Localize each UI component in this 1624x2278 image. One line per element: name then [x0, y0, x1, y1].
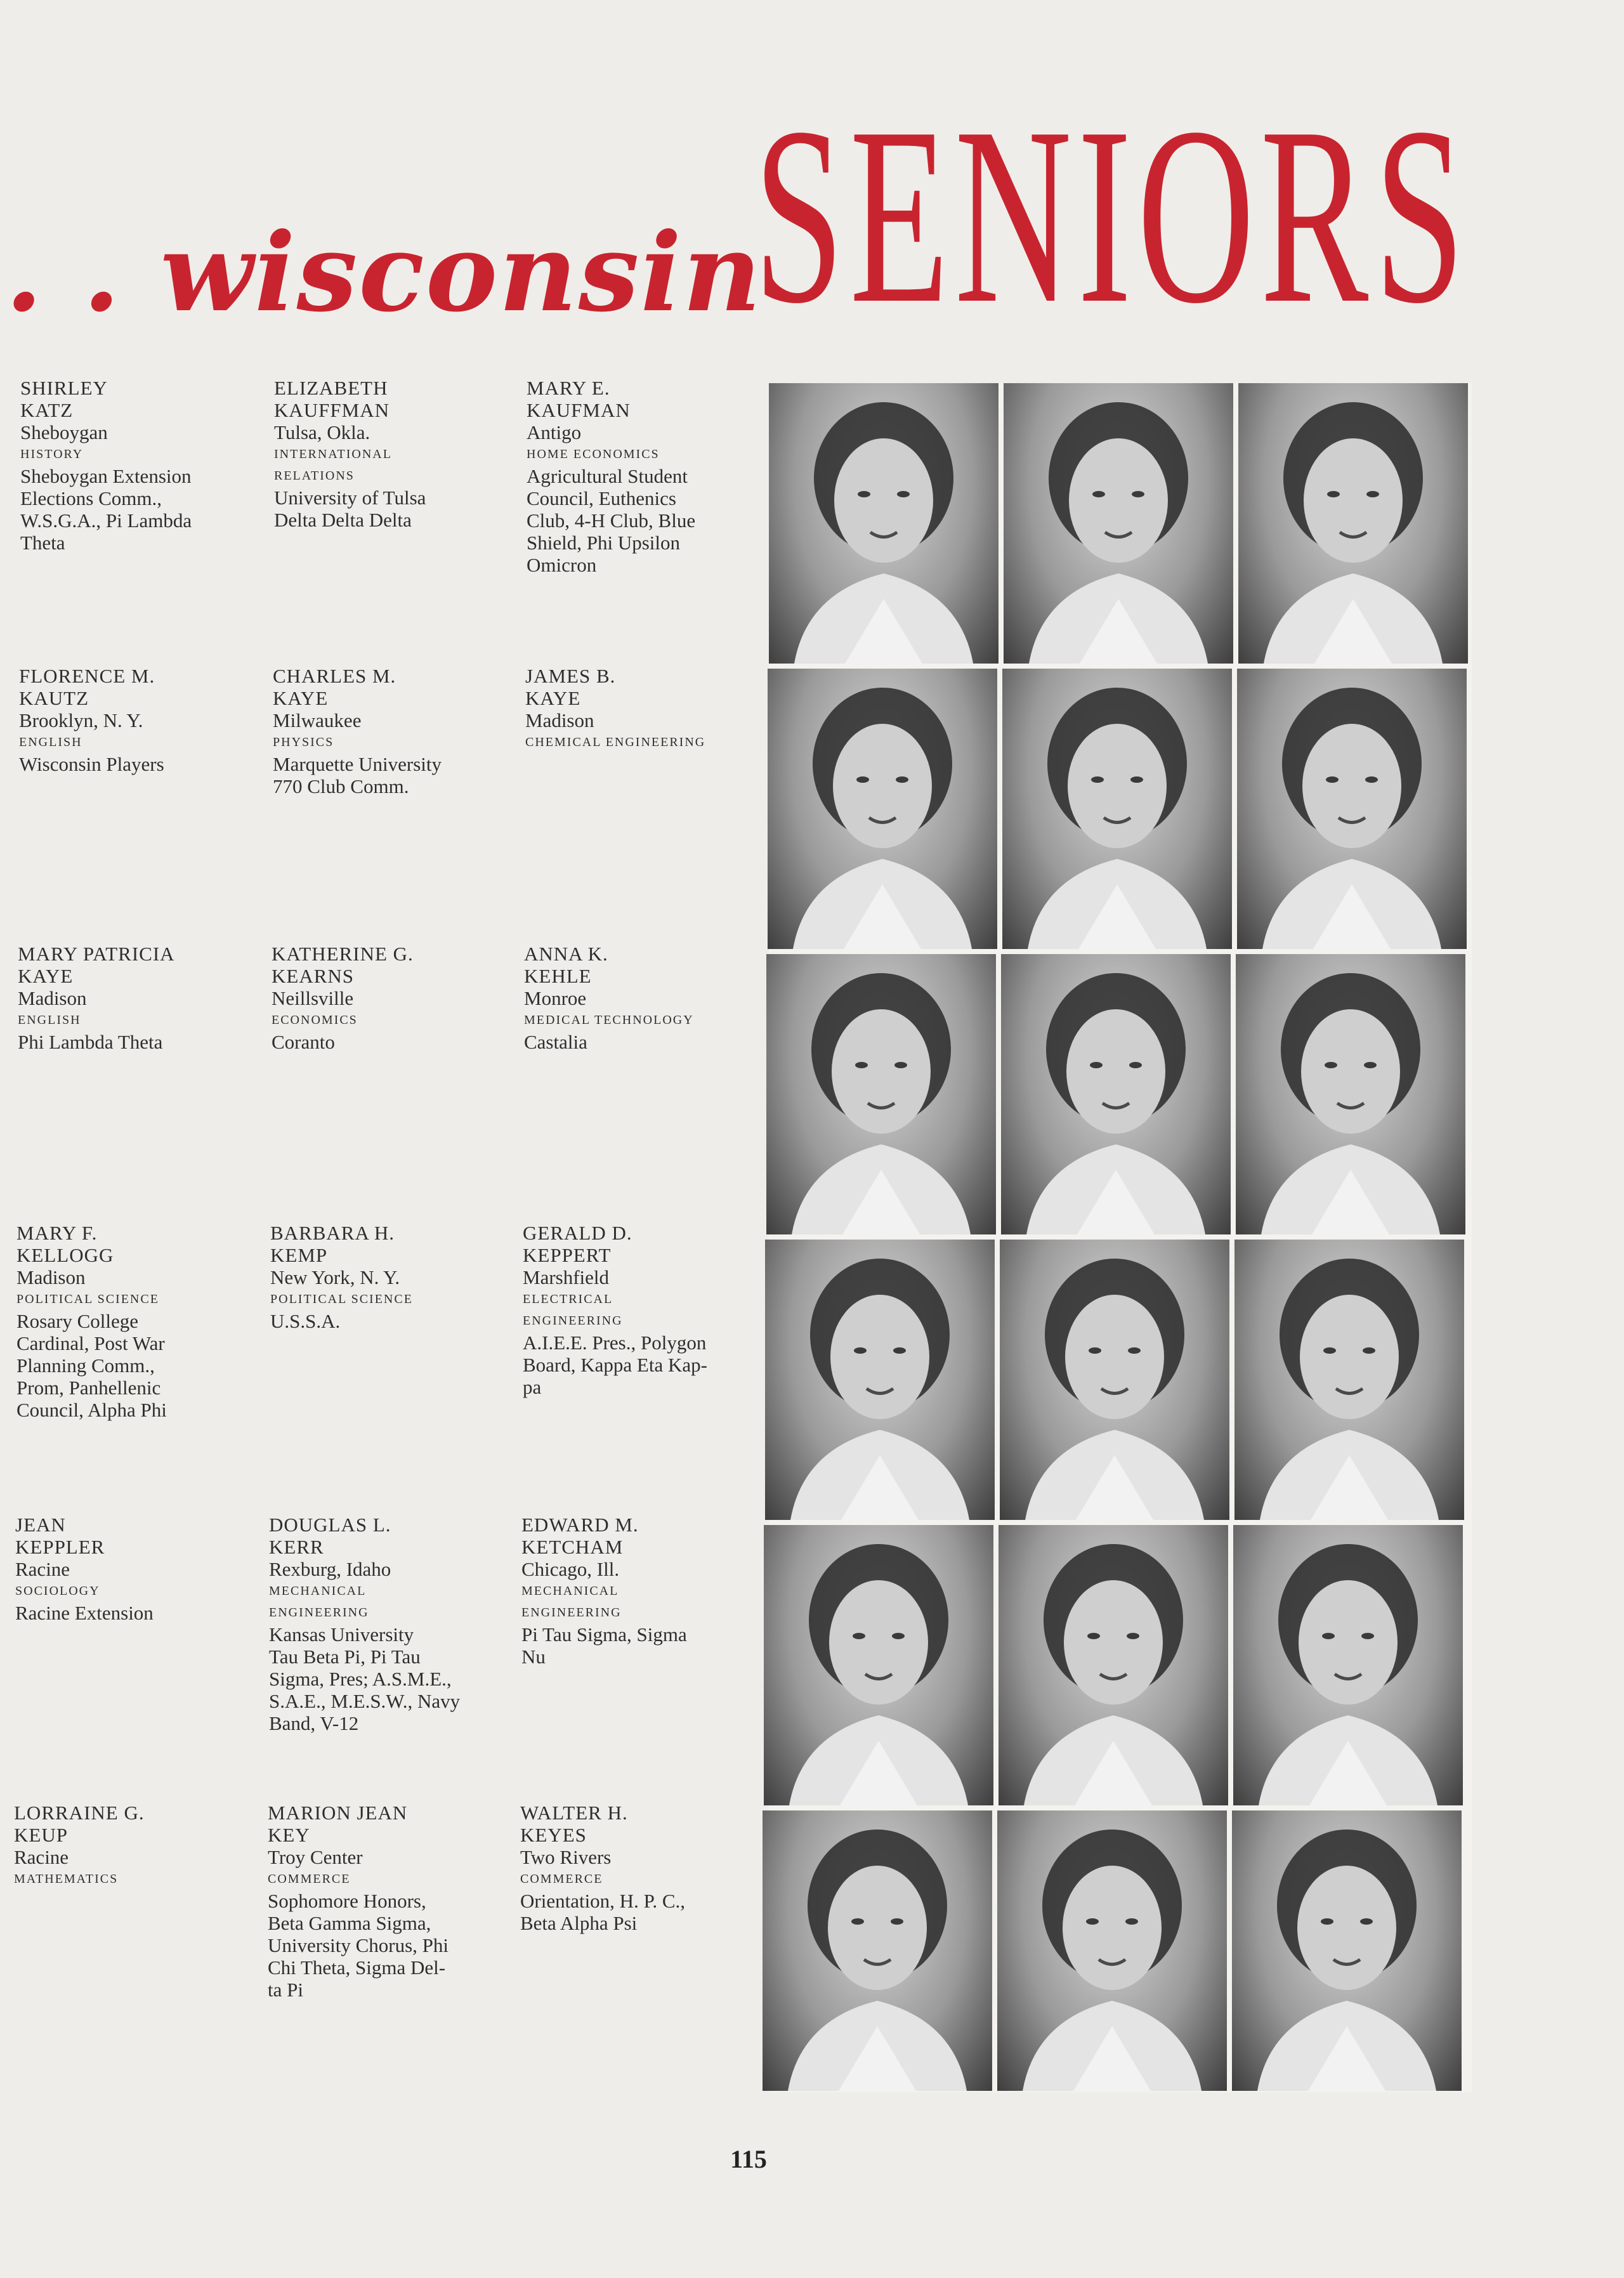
activities-line: University of Tulsa	[274, 487, 426, 509]
activities-line: Delta Delta Delta	[274, 509, 412, 531]
senior-name-line: JEAN	[15, 1514, 66, 1536]
senior-portrait	[1000, 1240, 1229, 1520]
activities-line: Beta Gamma Sigma,	[268, 1912, 431, 1934]
major-line: ENGLISH	[18, 1013, 81, 1027]
activities-line: S.A.E., M.E.S.W., Navy	[269, 1690, 461, 1712]
major-line: POLITICAL SCIENCE	[16, 1292, 159, 1306]
senior-name-line: KAYE	[18, 965, 74, 987]
senior-entry	[523, 1222, 732, 1398]
activities-line: Castalia	[524, 1031, 587, 1053]
major-line: SOCIOLOGY	[15, 1584, 100, 1598]
senior-name-line: EDWARD M.	[521, 1514, 639, 1536]
activities-line: 770 Club Comm.	[273, 775, 409, 797]
senior-name-line: KELLOGG	[16, 1244, 114, 1266]
senior-name-line: KEARNS	[272, 965, 355, 987]
activities-line: A.I.E.E. Pres., Polygon	[523, 1332, 707, 1354]
activities-line: Rosary College	[16, 1310, 138, 1332]
activities-line: Omicron	[527, 554, 597, 576]
activities-line: Agricultural Student	[527, 465, 688, 487]
senior-portrait	[999, 1525, 1228, 1805]
hometown: Neillsville	[272, 987, 354, 1009]
hometown: Antigo	[527, 421, 582, 443]
hometown: Madison	[18, 987, 87, 1009]
major-line: INTERNATIONAL	[274, 447, 392, 461]
senior-name-line: MARION JEAN	[268, 1802, 408, 1824]
activities-line: Phi Lambda Theta	[18, 1031, 163, 1053]
senior-name-line: FLORENCE M.	[19, 665, 155, 687]
hometown: Rexburg, Idaho	[269, 1558, 391, 1580]
activities-line: Council, Euthenics	[527, 487, 676, 509]
senior-name-line: MARY E.	[527, 377, 610, 399]
major-line: MATHEMATICS	[14, 1872, 119, 1886]
senior-name-line: KAUTZ	[19, 687, 89, 709]
activities-line: Coranto	[272, 1031, 335, 1053]
hometown: New York, N. Y.	[270, 1266, 400, 1288]
major-line: ECONOMICS	[272, 1013, 358, 1027]
activities-line: ta Pi	[268, 1979, 303, 2001]
activities-line: University Chorus, Phi	[268, 1934, 449, 1956]
senior-entry	[525, 665, 735, 753]
activities-line: Council, Alpha Phi	[16, 1399, 167, 1421]
senior-name-line: KAUFMAN	[527, 399, 631, 421]
senior-portrait	[763, 1810, 992, 2091]
activities-line: Wisconsin Players	[19, 753, 164, 775]
hometown: Sheboygan	[20, 421, 108, 443]
senior-portrait	[1233, 1525, 1463, 1805]
senior-entry	[14, 1802, 236, 1890]
activities-line: Kansas University	[269, 1623, 414, 1646]
major-line: PHYSICS	[273, 735, 334, 749]
hometown: Brooklyn, N. Y.	[19, 709, 143, 731]
senior-portrait	[1236, 954, 1465, 1234]
senior-name-line: KEMP	[270, 1244, 328, 1266]
senior-name-line: JAMES B.	[525, 665, 616, 687]
activities-line: Nu	[521, 1646, 546, 1668]
page-number: 115	[730, 2145, 767, 2173]
activities-line: Tau Beta Pi, Pi Tau	[269, 1646, 421, 1668]
seniors-title: SENIORS	[754, 75, 1470, 356]
senior-portrait	[764, 1525, 993, 1805]
senior-entry	[16, 1222, 239, 1421]
senior-name-line: KEY	[268, 1824, 310, 1846]
activities-line: Cardinal, Post War	[16, 1332, 165, 1354]
senior-name-line: KATZ	[20, 399, 74, 421]
major-line: MEDICAL TECHNOLOGY	[524, 1013, 694, 1027]
senior-name-line: KETCHAM	[521, 1536, 624, 1558]
senior-name-line: KEYES	[520, 1824, 587, 1846]
senior-portrait	[997, 1810, 1227, 2091]
major-line: RELATIONS	[274, 469, 355, 483]
hometown: Racine	[15, 1558, 70, 1580]
hometown: Marshfield	[523, 1266, 610, 1288]
senior-portrait	[1002, 669, 1232, 949]
activities-line: Orientation, H. P. C.,	[520, 1890, 686, 1912]
senior-name-line: KEHLE	[524, 965, 592, 987]
senior-entry	[269, 1514, 491, 1734]
activities-line: Chi Theta, Sigma Del-	[268, 1956, 446, 1979]
senior-name-line: LORRAINE G.	[14, 1802, 145, 1824]
major-line: HOME ECONOMICS	[527, 447, 660, 461]
senior-name-line: KEUP	[14, 1824, 68, 1846]
senior-name-line: WALTER H.	[520, 1802, 628, 1824]
hometown: Monroe	[524, 987, 587, 1009]
hometown: Milwaukee	[273, 709, 362, 731]
activities-line: Band, V-12	[269, 1712, 359, 1734]
hometown: Racine	[14, 1846, 69, 1868]
activities-line: Sigma, Pres; A.S.M.E.,	[269, 1668, 452, 1690]
senior-portrait	[1001, 954, 1231, 1234]
activities-line: pa	[523, 1376, 542, 1398]
senior-name-line: KEPPERT	[523, 1244, 612, 1266]
activities-line: Prom, Panhellenic	[16, 1377, 161, 1399]
senior-name-line: MARY F.	[16, 1222, 98, 1244]
senior-name-line: KAUFFMAN	[274, 399, 390, 421]
major-line: MECHANICAL	[269, 1584, 367, 1598]
major-line: ENGINEERING	[523, 1314, 623, 1328]
senior-name-line: ANNA K.	[524, 943, 608, 965]
activities-line: Shield, Phi Upsilon	[527, 532, 681, 554]
senior-entry	[521, 1514, 731, 1668]
senior-name-line: KATHERINE G.	[272, 943, 414, 965]
senior-entry	[18, 943, 240, 1053]
hometown: Two Rivers	[520, 1846, 612, 1868]
activities-line: Racine Extension	[15, 1602, 154, 1624]
senior-entry	[270, 1222, 492, 1332]
activities-line: W.S.G.A., Pi Lambda	[20, 509, 192, 532]
senior-portrait	[766, 954, 996, 1234]
senior-name-line: DOUGLAS L.	[269, 1514, 391, 1536]
major-line: POLITICAL SCIENCE	[270, 1292, 413, 1306]
major-line: ENGINEERING	[269, 1606, 369, 1620]
activities-line: Sheboygan Extension	[20, 465, 192, 487]
senior-name-line: ELIZABETH	[274, 377, 388, 399]
activities-line: Sophomore Honors,	[268, 1890, 426, 1912]
senior-portrait	[768, 669, 997, 949]
hometown: Madison	[16, 1266, 86, 1288]
senior-portrait	[1237, 669, 1467, 949]
senior-entry	[527, 377, 736, 576]
senior-entry	[20, 377, 242, 554]
activities-line: Theta	[20, 532, 65, 554]
wisconsin-script-title: . . wisconsin	[5, 209, 763, 336]
senior-portrait	[1238, 383, 1468, 664]
senior-entry	[520, 1802, 730, 1934]
senior-entry	[19, 665, 241, 775]
senior-entry	[273, 665, 495, 797]
activities-line: Board, Kappa Eta Kap-	[523, 1354, 707, 1376]
activities-line: U.S.S.A.	[270, 1310, 341, 1332]
senior-name-line: KERR	[269, 1536, 324, 1558]
activities-line: Planning Comm.,	[16, 1354, 155, 1377]
major-line: COMMERCE	[520, 1872, 603, 1886]
hometown: Troy Center	[268, 1846, 363, 1868]
hometown: Tulsa, Okla.	[274, 421, 370, 443]
major-line: ENGINEERING	[521, 1606, 622, 1620]
major-line: ELECTRICAL	[523, 1292, 613, 1306]
senior-name-line: KAYE	[273, 687, 329, 709]
senior-name-line: KAYE	[525, 687, 581, 709]
senior-name-line: GERALD D.	[523, 1222, 632, 1244]
activities-line: Marquette University	[273, 753, 442, 775]
senior-entry	[15, 1514, 237, 1624]
portrait-grid	[769, 383, 1472, 2092]
senior-entry	[524, 943, 733, 1053]
activities-line: Elections Comm.,	[20, 487, 162, 509]
senior-portrait	[765, 1240, 995, 1520]
hometown: Madison	[525, 709, 594, 731]
hometown: Chicago, Ill.	[521, 1558, 620, 1580]
senior-name-line: MARY PATRICIA	[18, 943, 175, 965]
senior-portrait	[1232, 1810, 1462, 2091]
activities-line: Club, 4-H Club, Blue	[527, 509, 696, 532]
senior-name-line: BARBARA H.	[270, 1222, 395, 1244]
senior-portrait	[1004, 383, 1233, 664]
senior-name-line: SHIRLEY	[20, 377, 108, 399]
major-line: ENGLISH	[19, 735, 82, 749]
senior-name-line: KEPPLER	[15, 1536, 105, 1558]
senior-entry	[268, 1802, 490, 2001]
major-line: MECHANICAL	[521, 1584, 619, 1598]
senior-portrait	[1234, 1240, 1464, 1520]
page-header	[0, 0, 1624, 355]
senior-entry	[272, 943, 494, 1053]
senior-name-line: CHARLES M.	[273, 665, 396, 687]
activities-line: Pi Tau Sigma, Sigma	[521, 1623, 687, 1646]
major-line: CHEMICAL ENGINEERING	[525, 735, 706, 749]
major-line: COMMERCE	[268, 1872, 351, 1886]
activities-line: Beta Alpha Psi	[520, 1912, 638, 1934]
major-line: HISTORY	[20, 447, 84, 461]
senior-portrait	[769, 383, 999, 664]
senior-entry	[274, 377, 496, 531]
